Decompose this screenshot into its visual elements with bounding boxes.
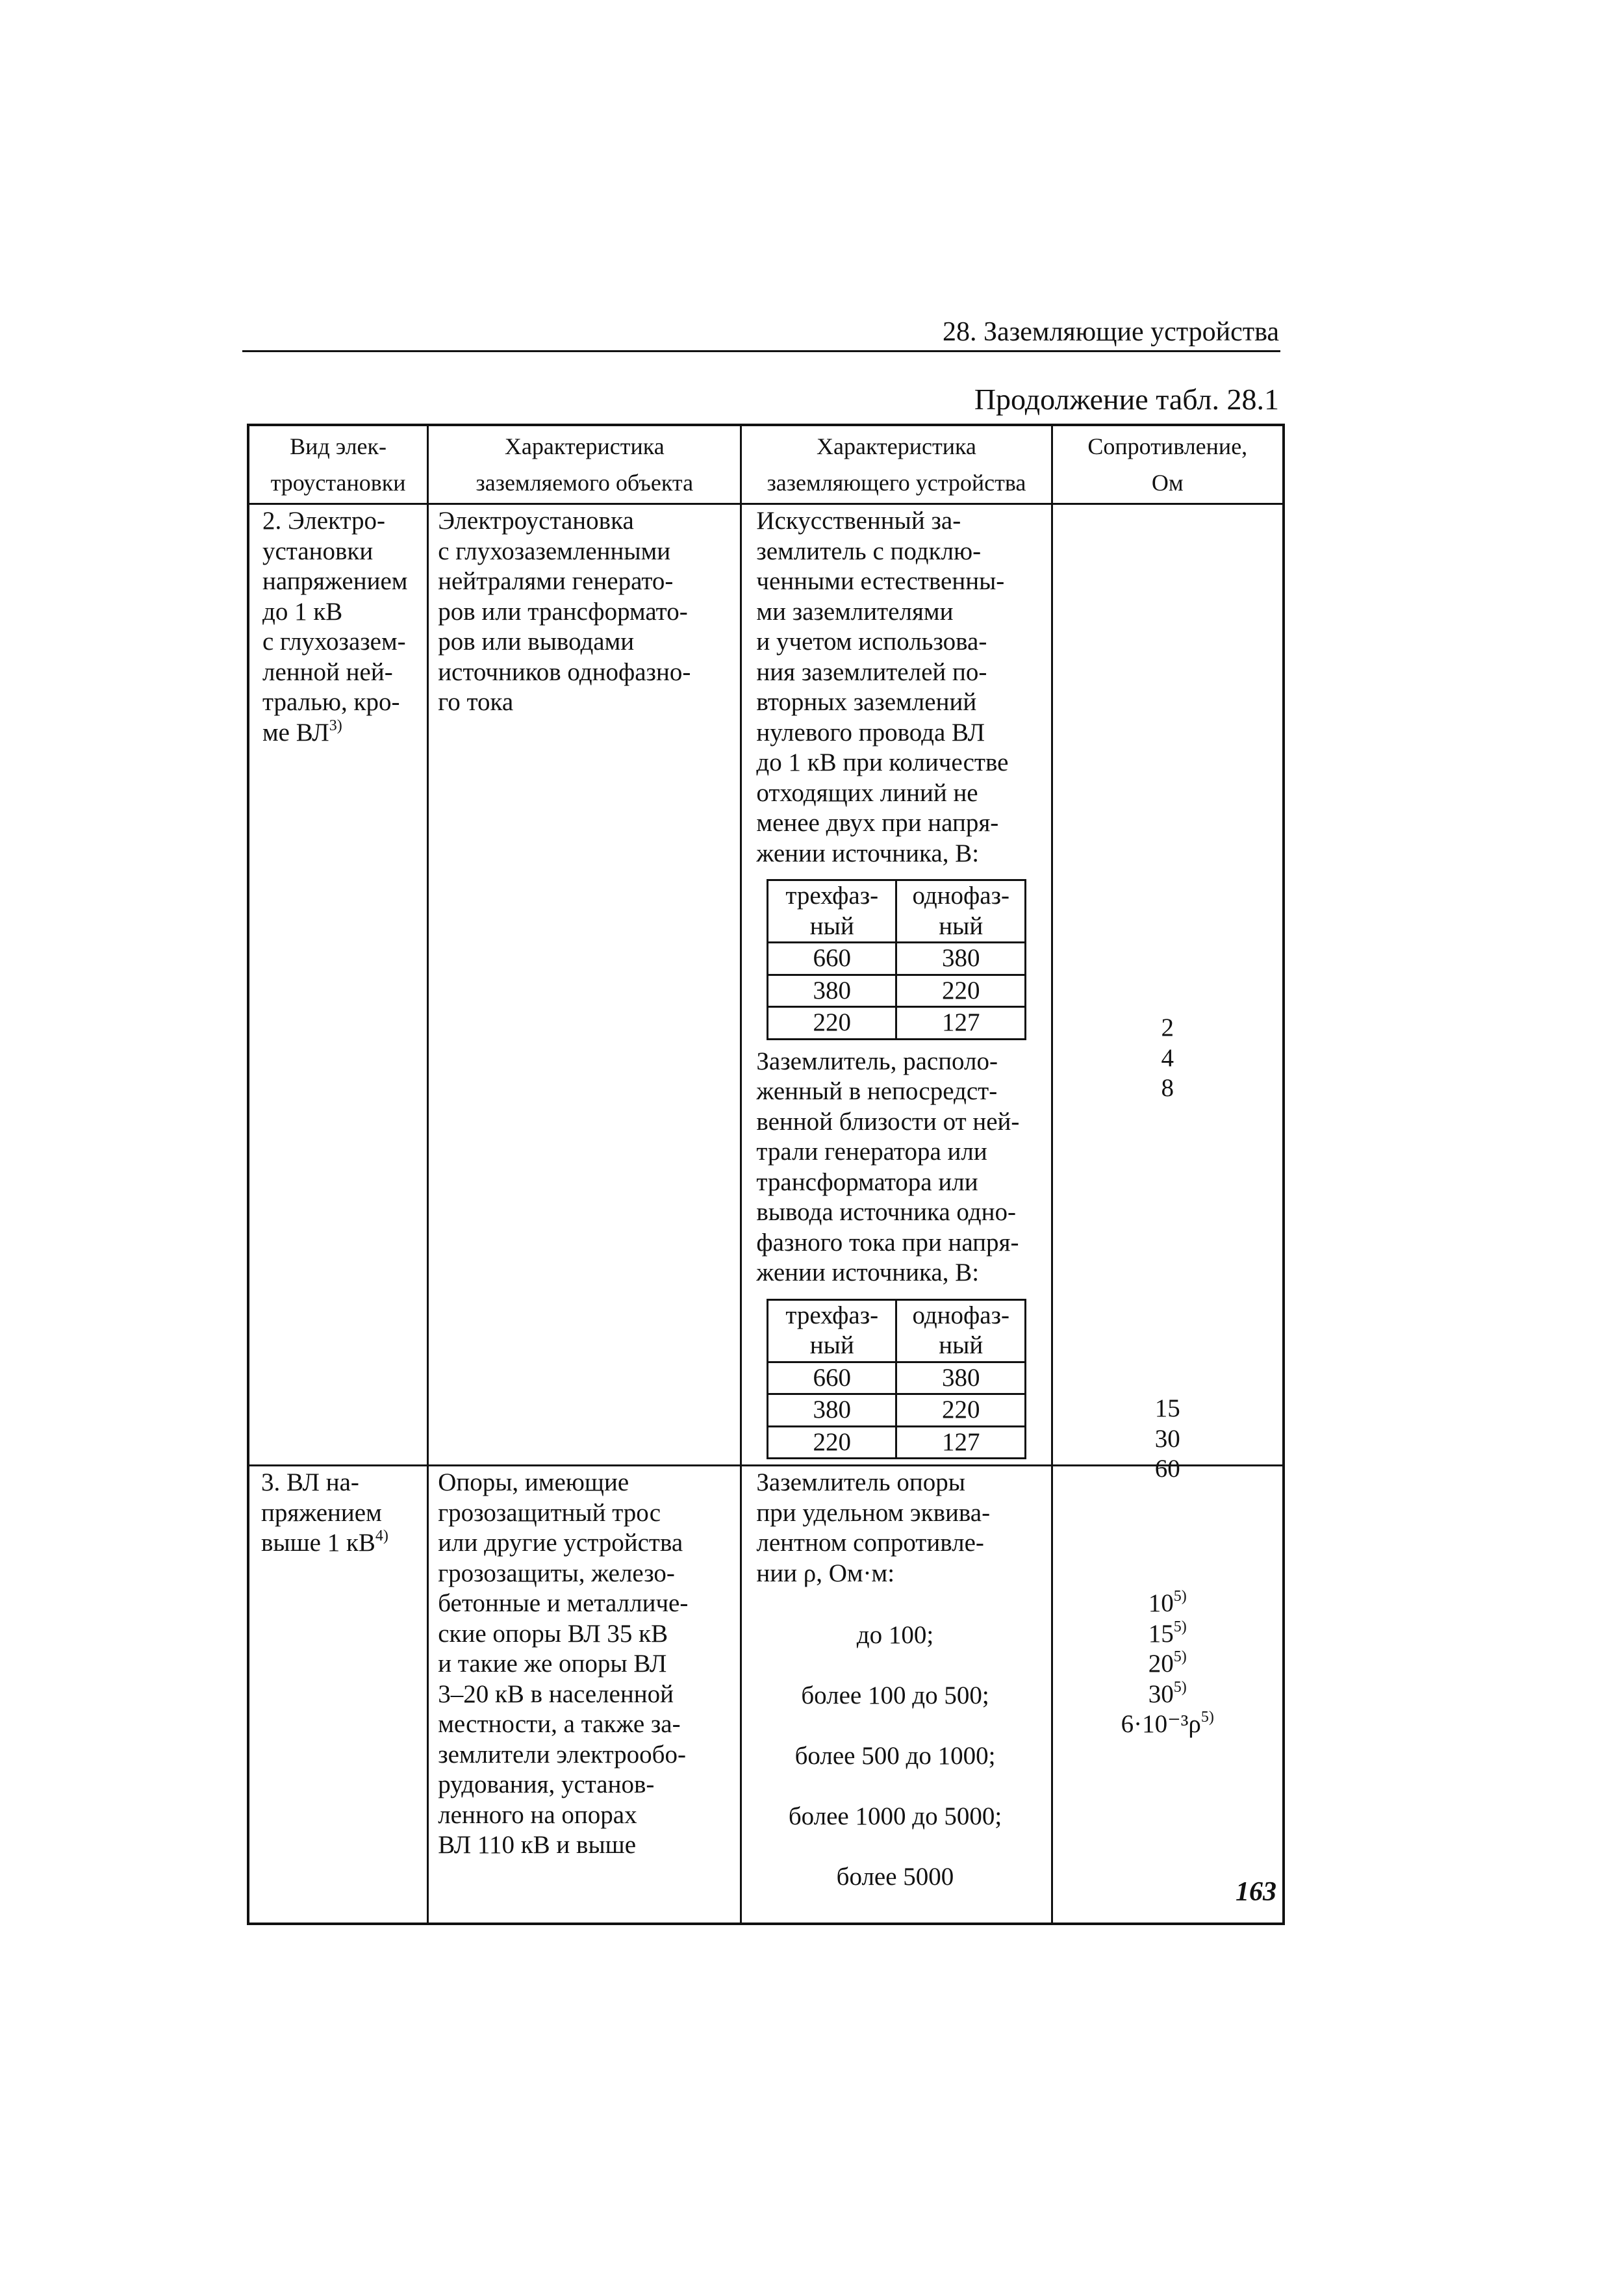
resistance-cell	[1052, 504, 1284, 1483]
running-header: 28. Заземляющие устройства	[942, 317, 1279, 347]
three-phase-label: трехфаз- ный	[767, 1299, 896, 1362]
resistance-group-a	[1053, 1013, 1282, 1104]
col-header-text: Вид элек- троустановки	[270, 433, 406, 496]
object-text: Электроустановка с глухозаземленными нейтралями генерато- ров или трансформато- ров или выводами источников однофазно- го тока	[438, 507, 691, 716]
voltage-three: 220	[767, 1007, 896, 1040]
col-header-object	[428, 425, 741, 504]
table-row	[248, 1466, 1284, 1924]
single-phase-label: однофаз- ный	[896, 1299, 1026, 1362]
voltage-row	[767, 943, 1025, 975]
resistance-value: 2	[1161, 1014, 1174, 1041]
object-text: Опоры, имеющие грозозащитный трос или другие устройства грозозащиты, железо- бетонные и металличе- ские опоры ВЛ 35 кВ и такие же опоры ВЛ 3–20 кВ в населенной местности, а также за- землители электрообо- рудования, установ- ленного на опорах ВЛ 110 кВ и выше	[438, 1468, 689, 1859]
voltage-three: 660	[767, 1362, 896, 1394]
col-header-text: Характеристика заземляемого объекта	[476, 433, 694, 496]
voltage-head-row	[767, 1299, 1025, 1362]
footnote-marker: 3)	[329, 717, 342, 734]
col-header-resistance	[1052, 425, 1284, 504]
voltage-three: 220	[767, 1426, 896, 1459]
installation-type-cell	[248, 1466, 428, 1924]
installation-type-label: 3. ВЛ на- пряжением выше 1 кВ	[261, 1468, 382, 1557]
footnote-marker: 5)	[1173, 1648, 1187, 1665]
resistivity-range: более 500 до 1000;	[794, 1741, 996, 1770]
object-cell	[428, 1466, 741, 1924]
footnote-marker: 4)	[375, 1527, 388, 1544]
voltage-row	[767, 1394, 1025, 1427]
resistance-number: 15	[1148, 1619, 1174, 1648]
device-cell	[741, 1466, 1052, 1924]
resistance-value	[1053, 1709, 1282, 1740]
voltage-single: 127	[896, 1426, 1026, 1459]
resistance-value: 4	[1161, 1043, 1174, 1072]
resistance-value: 8	[1161, 1074, 1174, 1102]
resistance-number: 20	[1148, 1650, 1174, 1678]
installation-type-cell	[248, 504, 428, 1466]
object-cell	[428, 504, 741, 1466]
voltage-row	[767, 975, 1025, 1007]
resistance-group-b	[1053, 1394, 1282, 1485]
resistance-number: 30	[1148, 1680, 1174, 1708]
voltage-three: 380	[767, 1394, 896, 1427]
header-rule	[242, 350, 1280, 352]
resistance-value: 30	[1154, 1424, 1180, 1453]
resistance-value	[1053, 1680, 1282, 1710]
footnote-marker: 5)	[1173, 1588, 1187, 1605]
installation-type-text	[249, 1466, 427, 1559]
table-row	[248, 504, 1284, 1466]
voltage-single: 380	[896, 1362, 1026, 1394]
voltage-row	[767, 1426, 1025, 1459]
col-header-text: Характеристика заземляющего устройства	[767, 433, 1026, 496]
voltage-table-b	[767, 1299, 1026, 1460]
single-phase-label: однофаз- ный	[896, 880, 1026, 943]
table-header-row	[248, 425, 1284, 504]
device-text-artificial: Искусственный за- землитель с подклю- ченными естественны- ми заземлителями и учетом использова- ния заземлителей по- вторных заземлений нулевого провода ВЛ до 1 кВ при количестве отходящих линий не менее двух при напря- жении источника, В:	[756, 507, 1009, 867]
three-phase-label: трехфаз- ный	[767, 880, 896, 943]
installation-type-label: 2. Электро- установки напряжением до 1 кВ с глухозазем- ленной ней- тралью, кро- ме ВЛ	[262, 507, 408, 747]
voltage-single: 220	[896, 975, 1026, 1007]
resistivity-ranges	[742, 1589, 1050, 1923]
voltage-single: 220	[896, 1394, 1026, 1427]
device-cell	[741, 504, 1052, 1466]
col-header-installation-type	[248, 425, 428, 504]
resistivity-range: более 5000	[836, 1862, 954, 1891]
resistivity-range: более 1000 до 5000;	[788, 1802, 1002, 1830]
page-number: 163	[1236, 1877, 1276, 1907]
voltage-three: 660	[767, 943, 896, 975]
installation-type-text	[249, 505, 427, 748]
footnote-marker: 5)	[1173, 1618, 1187, 1635]
device-text-support: Заземлитель опоры при удельном эквива- лентном сопротивле- нии ρ, Ом·м:	[756, 1468, 991, 1587]
resistance-value	[1053, 1589, 1282, 1619]
resistance-value	[1053, 1619, 1282, 1650]
voltage-single: 380	[896, 943, 1026, 975]
resistance-value: 15	[1154, 1394, 1180, 1422]
col-header-device	[741, 425, 1052, 504]
resistance-cell	[1052, 1466, 1284, 1924]
voltage-table-a	[767, 879, 1026, 1040]
voltage-row	[767, 1007, 1025, 1040]
resistance-number: 10	[1148, 1589, 1174, 1617]
grounding-table	[247, 424, 1285, 1925]
resistance-number: 6·10⁻³ρ	[1121, 1710, 1201, 1738]
resistance-value	[1053, 1649, 1282, 1680]
resistivity-range: более 100 до 500;	[801, 1681, 989, 1709]
footnote-marker: 5)	[1200, 1709, 1214, 1726]
device-text-nearby: Заземлитель, располо- женный в непосредст- венной близости от ней- трали генератора или трансформатора или вывода источника одно- фазного тока при напря- жении источника, В:	[756, 1047, 1020, 1286]
resistance-value: 60	[1154, 1455, 1180, 1483]
voltage-row	[767, 1362, 1025, 1394]
voltage-three: 380	[767, 975, 896, 1007]
col-header-text: Сопротивление, Ом	[1087, 433, 1248, 496]
resistance-group-c	[1053, 1466, 1282, 1740]
table-continuation-caption: Продолжение табл. 28.1	[974, 383, 1279, 416]
footnote-marker: 5)	[1173, 1678, 1187, 1696]
voltage-single: 127	[896, 1007, 1026, 1040]
voltage-head-row	[767, 880, 1025, 943]
resistivity-range: до 100;	[856, 1620, 934, 1649]
